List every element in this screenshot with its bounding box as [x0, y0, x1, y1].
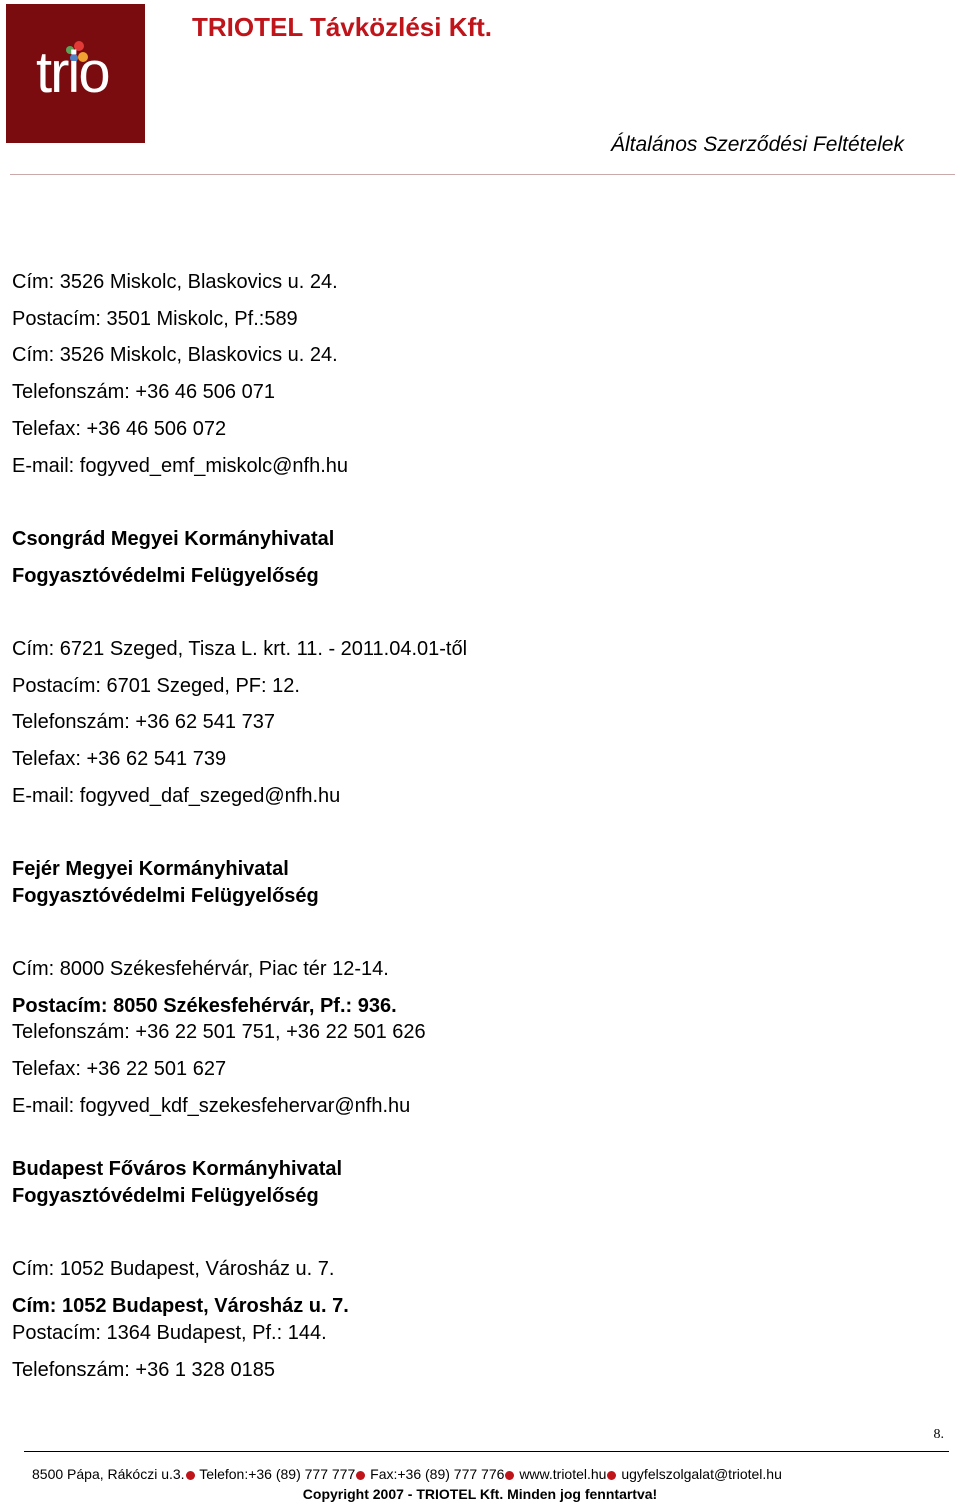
bullet-icon: [186, 1471, 195, 1480]
document-title: Általános Szerződési Feltételek: [611, 133, 904, 156]
company-logo: [6, 4, 145, 143]
address-line: Cím: 1052 Budapest, Városház u. 7.: [12, 1258, 335, 1280]
postal-address-line: Postacím: 8050 Székesfehérvár, Pf.: 936.: [12, 995, 397, 1017]
postal-address-line: Postacím: 3501 Miskolc, Pf.:589: [12, 308, 298, 330]
page-number: 8.: [933, 1427, 944, 1442]
footer-fax: Fax:+36 (89) 777 776: [370, 1466, 505, 1482]
footer-divider: [24, 1451, 949, 1452]
footer-address: 8500 Pápa, Rákóczi u.3.: [32, 1466, 185, 1482]
office-subheading: Fogyasztóvédelmi Felügyelőség: [12, 565, 319, 587]
footer-phone: Telefon:+36 (89) 777 777: [199, 1466, 356, 1482]
bullet-icon: [607, 1471, 616, 1480]
email-line: E-mail: fogyved_kdf_szekesfehervar@nfh.hu: [12, 1095, 411, 1117]
copyright-notice: Copyright 2007 - TRIOTEL Kft. Minden jog fenntartva!: [302, 1486, 658, 1502]
phone-line: Telefonszám: +36 22 501 751, +36 22 501 626: [12, 1021, 426, 1043]
company-name: TRIOTEL Távközlési Kft.: [192, 12, 493, 42]
header-divider: [10, 174, 955, 175]
fax-line: Telefax: +36 22 501 627: [12, 1058, 227, 1080]
email-line: E-mail: fogyved_daf_szeged@nfh.hu: [12, 785, 341, 807]
office-subheading: Fogyasztóvédelmi Felügyelőség: [12, 1185, 319, 1207]
postal-address-line: Postacím: 6701 Szeged, PF: 12.: [12, 675, 300, 697]
footer-website-link[interactable]: www.triotel.hu: [519, 1466, 607, 1482]
postal-address-line: Postacím: 1364 Budapest, Pf.: 144.: [12, 1322, 327, 1344]
phone-line: Telefonszám: +36 1 328 0185: [12, 1359, 275, 1381]
footer-email-link[interactable]: ugyfelszolgalat@triotel.hu: [621, 1466, 782, 1482]
address-line: Cím: 1052 Budapest, Városház u. 7.: [12, 1295, 349, 1317]
email-line: E-mail: fogyved_emf_miskolc@nfh.hu: [12, 455, 348, 477]
address-line: Cím: 8000 Székesfehérvár, Piac tér 12-14.: [12, 958, 389, 980]
office-heading: Csongrád Megyei Kormányhivatal: [12, 528, 335, 550]
address-line: Cím: 3526 Miskolc, Blaskovics u. 24.: [12, 271, 338, 293]
office-subheading: Fogyasztóvédelmi Felügyelőség: [12, 885, 319, 907]
logo-text: trio: [36, 40, 109, 105]
office-heading: Budapest Főváros Kormányhivatal: [12, 1158, 343, 1180]
footer-contact: [32, 1466, 782, 1482]
bullet-icon: [356, 1471, 365, 1480]
bullet-icon: [505, 1471, 514, 1480]
phone-line: Telefonszám: +36 62 541 737: [12, 711, 275, 733]
fax-line: Telefax: +36 46 506 072: [12, 418, 227, 440]
phone-line: Telefonszám: +36 46 506 071: [12, 381, 275, 403]
office-heading: Fejér Megyei Kormányhivatal: [12, 858, 289, 880]
fax-line: Telefax: +36 62 541 739: [12, 748, 227, 770]
address-line: Cím: 6721 Szeged, Tisza L. krt. 11. - 2011.04.01-től: [12, 638, 468, 660]
address-line: Cím: 3526 Miskolc, Blaskovics u. 24.: [12, 344, 338, 366]
